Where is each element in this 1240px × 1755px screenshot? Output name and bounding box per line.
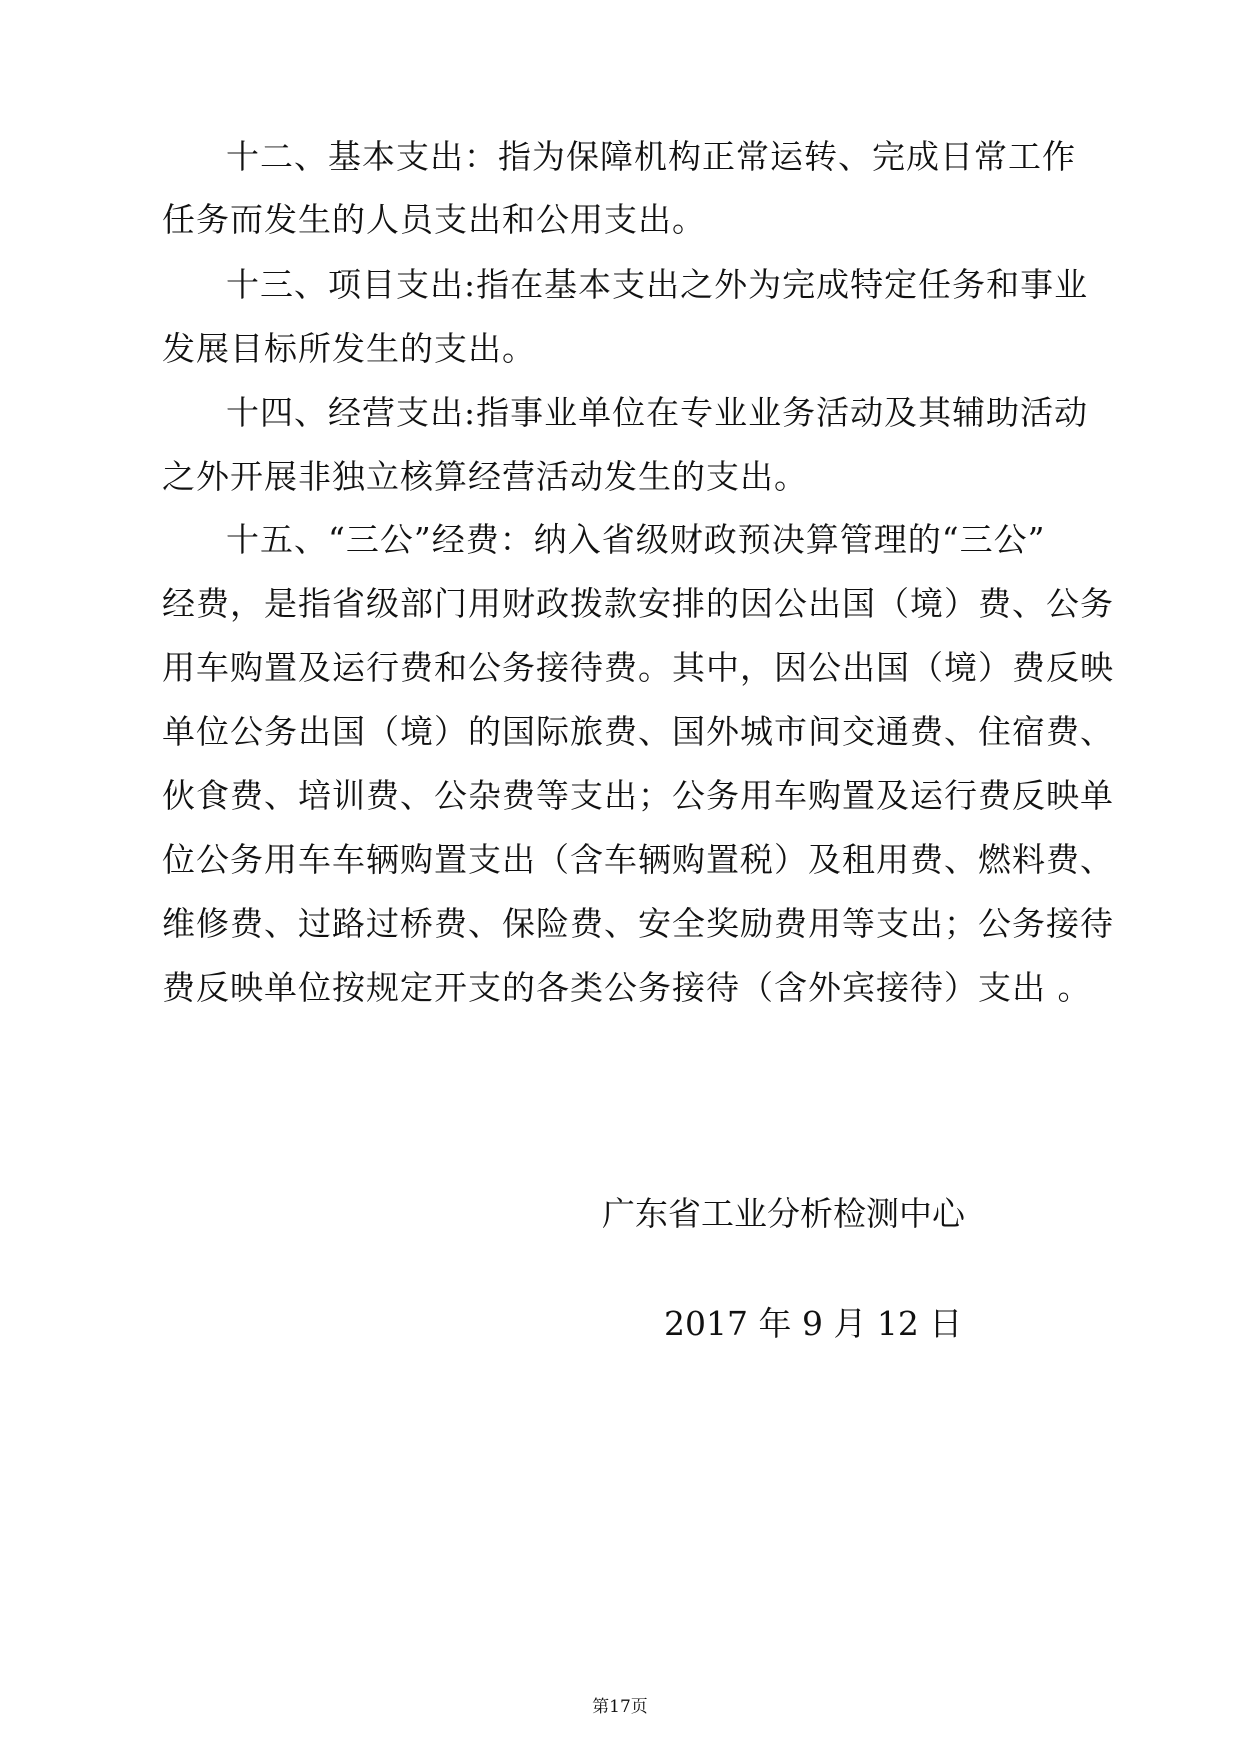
signature-organization: 广东省工业分析检测中心 [602,1194,965,1233]
paragraph-15-line-7: 维修费、过路过桥费、保险费、安全奖励费用等支出；公务接待 [162,904,1114,943]
paragraph-15-line-1: 十五、“三公”经费：纳入省级财政预决算管理的“三公” [226,520,1046,559]
paragraph-14-line-2: 之外开展非独立核算经营活动发生的支出。 [162,457,808,496]
paragraph-15-line-6: 位公务用车车辆购置支出（含车辆购置税）及租用费、燃料费、 [162,840,1114,879]
paragraph-13-line-1: 十三、项目支出:指在基本支出之外为完成特定任务和事业 [226,265,1089,304]
paragraph-12-line-2: 任务而发生的人员支出和公用支出。 [162,200,706,239]
signature-date: 2017 年 9 月 12 日 [664,1304,963,1343]
paragraph-15-line-5: 伙食费、培训费、公杂费等支出；公务用车购置及运行费反映单 [162,776,1114,815]
paragraph-15-line-3: 用车购置及运行费和公务接待费。其中，因公出国（境）费反映 [162,648,1114,687]
page-number-footer: 第17页 [592,1697,648,1717]
paragraph-15-line-8: 费反映单位按规定开支的各类公务接待（含外宾接待）支出 。 [162,968,1092,1007]
paragraph-15-line-2: 经费，是指省级部门用财政拨款安排的因公出国（境）费、公务 [162,584,1114,623]
paragraph-15-line-4: 单位公务出国（境）的国际旅费、国外城市间交通费、住宿费、 [162,712,1114,751]
paragraph-13-line-2: 发展目标所发生的支出。 [162,329,536,368]
paragraph-14-line-1: 十四、经营支出:指事业单位在专业业务活动及其辅助活动 [226,393,1089,432]
paragraph-12-line-1: 十二、基本支出：指为保障机构正常运转、完成日常工作 [226,137,1076,176]
